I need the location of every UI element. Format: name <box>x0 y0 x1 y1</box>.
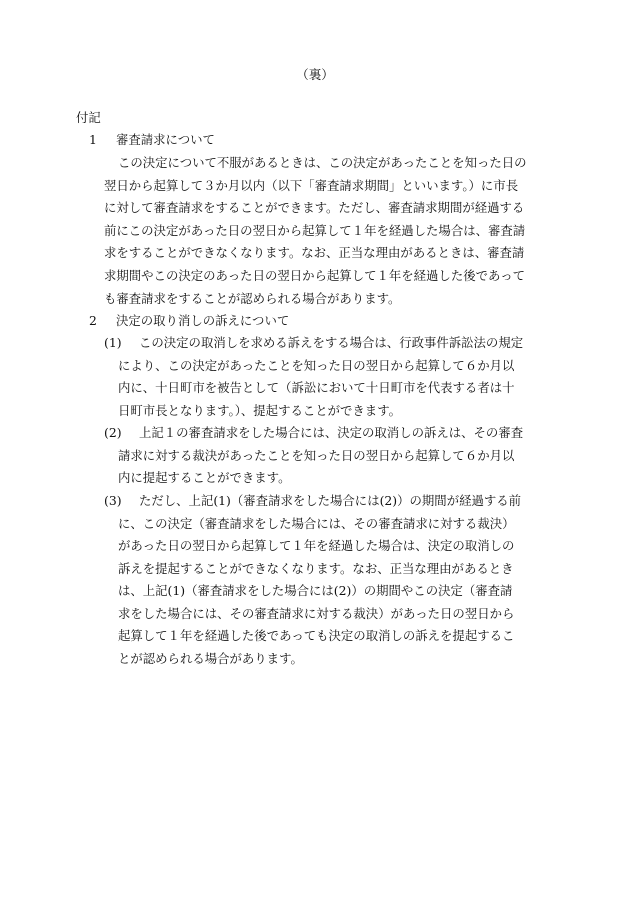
item-3-line: 起算して１年を経過した後であっても決定の取消しの訴えを提起するこ <box>118 628 515 643</box>
item-2-line: 請求に対する裁決があったことを知った日の翌日から起算して６か月以 <box>118 448 515 463</box>
item-1-line: により、この決定があったことを知った日の翌日から起算して６か月以 <box>118 358 515 373</box>
item-3-line: 訴えを提起することができなくなります。なお、正当な理由があるとき <box>118 561 514 576</box>
item-3-line: 求をした場合には、その審査請求に対する裁決）があった日の翌日から <box>118 606 515 621</box>
section-1-line: この決定について不服があるときは、この決定があったことを知った日の <box>118 155 527 170</box>
item-3-line: があった日の翌日から起算して１年を経過した場合は、決定の取消しの <box>118 538 515 553</box>
section-1-line: 求をすることができなくなります。なお、正当な理由があるときは、審査請 <box>104 245 525 260</box>
section-1-line: も審査請求をすることが認められる場合があります。 <box>104 291 401 306</box>
item-2-line: 上記１の審査請求をした場合には、決定の取消しの訴えは、その審査 <box>139 425 524 440</box>
section-1-number: 1 <box>89 132 97 147</box>
page-side-label: （裏） <box>296 67 334 82</box>
item-3-line: とが認められる場合があります。 <box>118 651 303 666</box>
section-2-title: 決定の取り消しの訴えについて <box>116 313 290 328</box>
item-2-line: 内に提起することができます。 <box>118 470 291 485</box>
section-2-heading <box>89 310 289 333</box>
item-2-number: (2) <box>104 425 122 440</box>
section-1-line: 翌日から起算して３か月以内（以下「審査請求期間」といいます。）に市長 <box>104 178 519 193</box>
section-1-title: 審査請求について <box>116 132 215 147</box>
item-1-line: この決定の取消しを求める訴えをする場合は、行政事件訴訟法の規定 <box>139 335 524 350</box>
section-2-number: 2 <box>89 313 97 328</box>
item-3-line: ただし、上記(1)（審査請求をした場合には(2)）の期間が経過する前 <box>139 493 522 508</box>
section-1-line: 前にこの決定があった日の翌日から起算して１年を経過した場合は、審査請 <box>104 223 526 238</box>
item-3-line: は、上記(1)（審査請求をした場合には(2)）の期間やこの決定（審査請 <box>118 583 513 598</box>
item-3-number: (3) <box>104 493 122 508</box>
item-1-number: (1) <box>104 335 122 350</box>
item-1-line: 内に、十日町市を被告として（訴訟において十日町市を代表する者は十 <box>118 380 515 395</box>
notes-title: 付記 <box>76 110 101 125</box>
section-1-heading <box>89 129 215 152</box>
section-1-line: に対して審査請求をすることができます。ただし、審査請求期間が経過する <box>104 200 525 215</box>
item-3-line: に、この決定（審査請求をした場合には、その審査請求に対する裁決） <box>118 516 515 531</box>
section-1-line: 求期間やこの決定のあった日の翌日から起算して１年を経過した後であって <box>104 268 526 283</box>
item-1-line: 日町市長となります。）、提起することができます。 <box>118 403 401 418</box>
